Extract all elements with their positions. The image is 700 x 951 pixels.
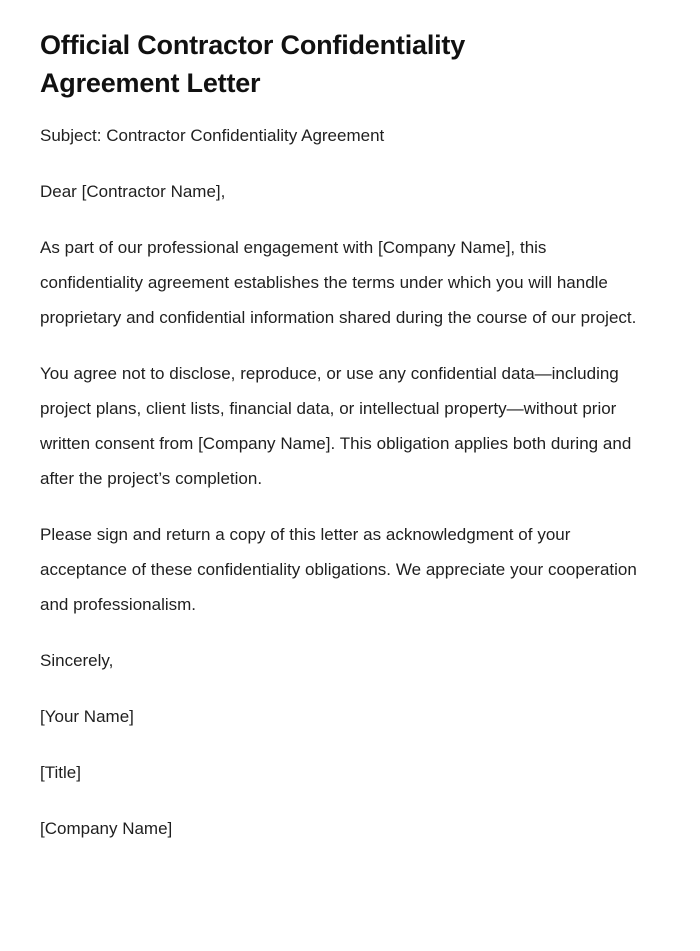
signature-title: [Title]	[40, 763, 81, 782]
body-paragraph-2: You agree not to disclose, reproduce, or use any confidential data—including project plans, client lists, financial data, or intellectual property—without prior written consent from [Company Name]. This obligation applies both during and after the project’s completion.	[40, 364, 632, 488]
body-paragraph-1: As part of our professional engagement with [Company Name], this confidentiality agreement establishes the terms under which you will handle proprietary and confidential information shared during the course of our project.	[40, 238, 637, 327]
signature-name: [Your Name]	[40, 707, 134, 726]
letter-body	[40, 118, 660, 846]
closing-salutation: Sincerely,	[40, 651, 114, 670]
subject-line: Subject: Contractor Confidentiality Agreement	[40, 126, 385, 145]
signature-company: [Company Name]	[40, 819, 173, 838]
salutation: Dear [Contractor Name],	[40, 182, 226, 201]
page-title: Official Contractor Confidentiality Agreement Letter	[40, 30, 466, 98]
body-paragraph-3: Please sign and return a copy of this letter as acknowledgment of your acceptance of these confidentiality obligations. We appreciate your cooperation and professionalism.	[40, 525, 637, 614]
